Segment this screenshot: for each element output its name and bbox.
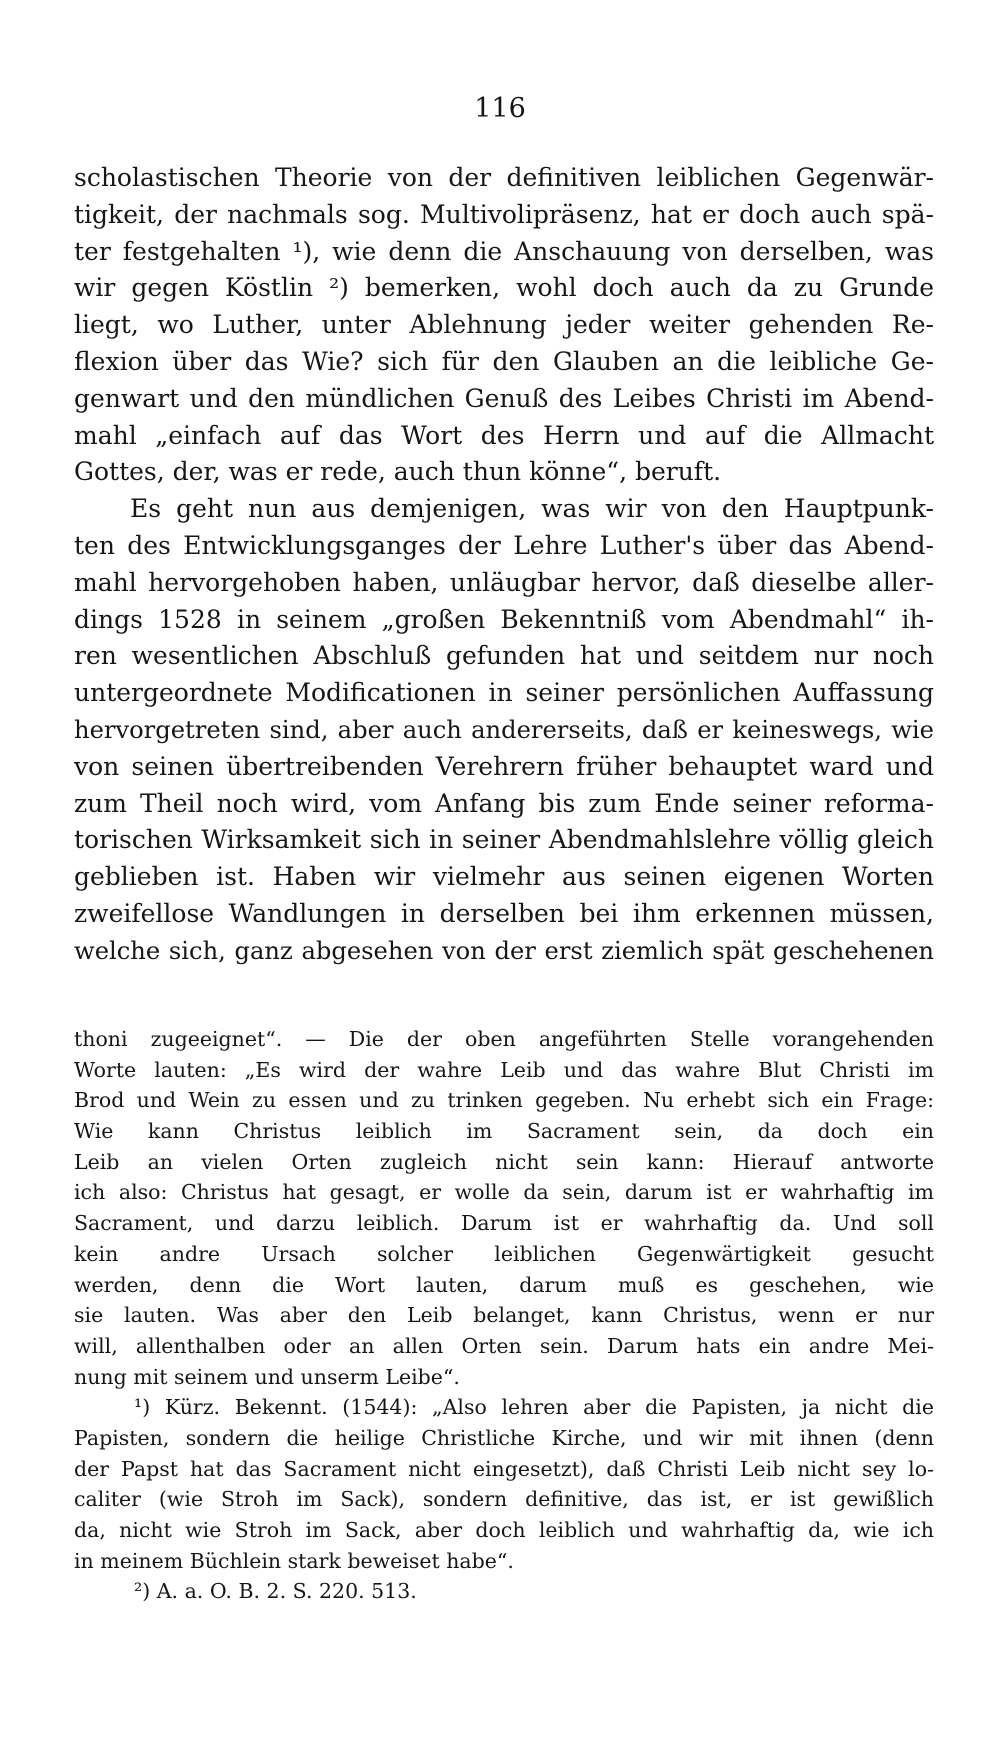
footnote-1-line: der Papst hat das Sacrament nicht eingesetzt), daß Christi Leib nicht sey lo- <box>74 1456 934 1481</box>
text-line: wir gegen Köstlin ²) bemerken, wohl doch auch da zu Grunde <box>74 273 934 303</box>
footnote-1-line: in meinem Büchlein stark beweiset habe“. <box>74 1548 514 1573</box>
footnote-line: Worte lauten: „Es wird der wahre Leib und das wahre Blut Christi im <box>74 1057 934 1082</box>
footnote-line: Brod und Wein zu essen und zu trinken gegeben. Nu erhebt sich ein Frage: <box>74 1088 934 1113</box>
text-line: zum Theil noch wird, vom Anfang bis zum Ende seiner reforma- <box>74 788 934 818</box>
footnote-1-line: ¹) Kürz. Bekennt. (1544): „Also lehren aber die Papisten, ja nicht die <box>134 1395 934 1420</box>
text-line: scholastischen Theorie von der definitiven leiblichen Gegenwär- <box>74 163 934 192</box>
text-line: torischen Wirksamkeit sich in seiner Abendmahlslehre völlig gleich <box>74 825 934 855</box>
text-line: mahl hervorgehoben haben, unläugbar hervor, daß dieselbe aller- <box>74 567 934 597</box>
text-line: ten des Entwicklungsganges der Lehre Luther's über das Abend- <box>74 530 934 560</box>
footnote-2-line: ²) A. a. O. B. 2. S. 220. 513. <box>134 1579 417 1604</box>
text-line: genwart und den mündlichen Genuß des Leibes Christi im Abend- <box>74 383 934 413</box>
page-number: 116 <box>474 93 526 124</box>
text-line: tigkeit, der nachmals sog. Multivolipräsenz, hat er doch auch spä- <box>74 199 934 229</box>
text-line: hervorgetreten sind, aber auch andererseits, daß er keineswegs, wie <box>74 715 934 744</box>
main-text-block <box>74 160 934 970</box>
text-line: dings 1528 in seinem „großen Bekenntniß vom Abendmahl“ ih- <box>74 604 934 634</box>
footnote-line: nung mit seinem und unserm Leibe“. <box>74 1364 460 1389</box>
footnote-line: ich also: Christus hat gesagt, er wolle da sein, darum ist er wahrhaftig im <box>74 1180 934 1205</box>
text-line: untergeordnete Modificationen in seiner persönlichen Auffassung <box>74 678 934 708</box>
text-line: ren wesentlichen Abschluß gefunden hat und seitdem nur noch <box>74 641 934 671</box>
footnote-line: kein andre Ursach solcher leiblichen Gegenwärtigkeit gesucht <box>74 1241 934 1266</box>
footnote-line: Leib an vielen Orten zugleich nicht sein kann: Hierauf antworte <box>74 1149 934 1174</box>
text-line: zweifellose Wandlungen in derselben bei ihm erkennen müssen, <box>74 898 934 928</box>
text-line: mahl „einfach auf das Wort des Herrn und auf die Allmacht <box>74 420 934 450</box>
text-line: geblieben ist. Haben wir vielmehr aus seinen eigenen Worten <box>74 862 934 892</box>
text-line: welche sich, ganz abgesehen von der erst ziemlich spät geschehenen <box>74 936 934 965</box>
text-line: Gottes, der, was er rede, auch thun könne“, beruft. <box>74 457 722 487</box>
footnote-line: Wie kann Christus leiblich im Sacrament sein, da doch ein <box>74 1119 934 1144</box>
footnote-separator <box>74 1011 934 1012</box>
text-line: von seinen übertreibenden Verehrern früher behauptet ward und <box>74 751 934 781</box>
footnote-1-line: da, nicht wie Stroh im Sack, aber doch leiblich und wahrhaftig da, wie ich <box>74 1518 934 1542</box>
text-line: liegt, wo Luther, unter Ablehnung jeder weiter gehenden Re- <box>74 310 934 340</box>
text-line: Es geht nun aus demjenigen, was wir von den Hauptpunk- <box>130 494 934 524</box>
footnote-line: werden, denn die Wort lauten, darum muß es geschehen, wie <box>74 1272 934 1297</box>
footnotes-block <box>74 1024 934 1607</box>
footnote-line: will, allenthalben oder an allen Orten sein. Darum hats ein andre Mei- <box>74 1333 934 1358</box>
footnote-1-line: Papisten, sondern die heilige Christliche Kirche, und wir mit ihnen (denn <box>74 1425 934 1450</box>
footnote-line: sie lauten. Was aber den Leib belanget, kann Christus, wenn er nur <box>74 1303 934 1328</box>
footnote-line: thoni zugeeignet“. — Die der oben angeführten Stelle vorangehenden <box>74 1027 934 1051</box>
footnote-1-line: caliter (wie Stroh im Sack), sondern definitive, das ist, er ist gewißlich <box>74 1487 934 1512</box>
text-line: flexion über das Wie? sich für den Glauben an die leibliche Ge- <box>74 346 934 376</box>
footnote-line: Sacrament, und darzu leiblich. Darum ist er wahrhaftig da. Und soll <box>74 1211 934 1236</box>
text-line: ter festgehalten ¹), wie denn die Anschauung von derselben, was <box>74 236 934 266</box>
